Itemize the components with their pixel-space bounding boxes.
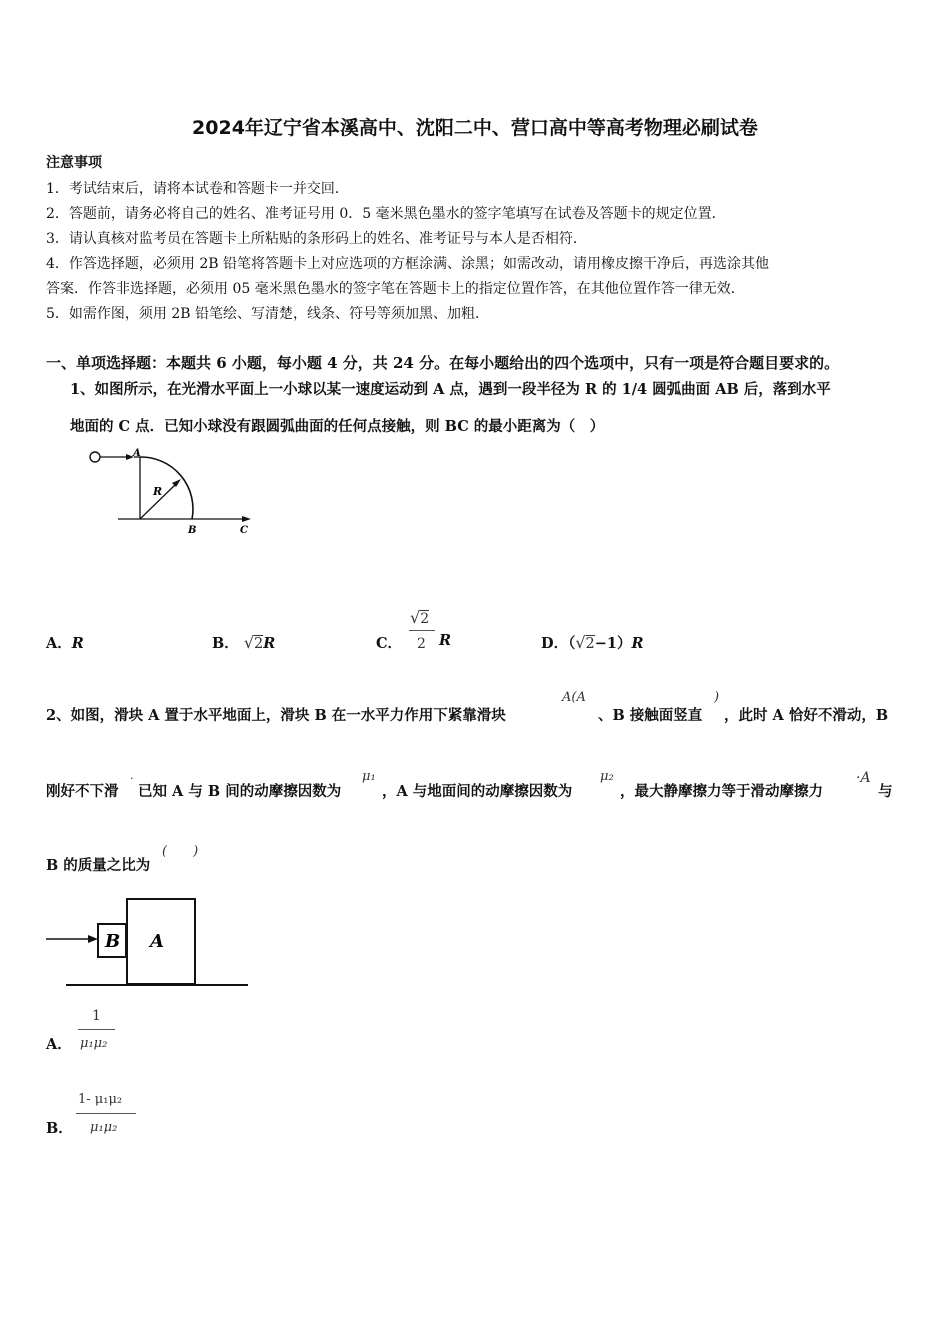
quarter-arc [140, 457, 193, 519]
q1-option-c-value: R [439, 632, 452, 649]
fig1-label-c: C [240, 525, 248, 536]
q1-option-a-value: R [71, 635, 84, 652]
q2-blank: ( ) [162, 844, 199, 859]
q2-line-2d: ，最大静摩擦力等于滑动摩擦力 [620, 783, 823, 800]
q1-option-b-value: R [263, 635, 276, 652]
q2-mu2: μ₂ [600, 769, 614, 784]
q2-line-2e: 与 [878, 783, 893, 800]
fig1-label-a: A [133, 448, 141, 459]
q1-option-d-label: D． [541, 635, 569, 652]
fraction-bar [409, 630, 435, 631]
q2-option-a-denominator: μ₁μ₂ [80, 1036, 108, 1051]
notice-heading: 注意事项 [46, 155, 102, 171]
q1-line-1: 1、如图所示，在光滑水平面上一小球以某一速度运动到 A 点，遇到一段半径为 R 的 1/4 圆弧曲面 AB 后，落到水平 [70, 381, 831, 398]
q2-dot: · [130, 772, 134, 785]
q2-line-3: B 的质量之比为 [46, 857, 151, 874]
q2-option-b-label: B． [46, 1120, 73, 1137]
ball-icon [90, 452, 100, 462]
q2-line-2b: 已知 A 与 B 间的动摩擦因数为 [138, 783, 342, 800]
q2-line-2c: ，A 与地面间的动摩擦因数为 [382, 783, 573, 800]
q1-option-d[interactable]: D．（√2−1）R [541, 633, 644, 652]
q2-option-b[interactable] [46, 1117, 73, 1138]
q2-option-a-label: A． [46, 1036, 72, 1053]
q1-option-b-radicand: 2 [254, 636, 264, 652]
notice-item-4: 4．作答选择题，必须用 2B 铅笔将答题卡上对应选项的方框涂满、涂黑；如需改动，请用橡皮擦干净后，再选涂其他 [46, 256, 769, 272]
sqrt-icon: √ [410, 608, 421, 627]
q1-option-c-denominator: 2 [417, 636, 426, 652]
q2-symbol-a: A(A [562, 690, 586, 705]
page-title: 2024年辽宁省本溪高中、沈阳二中、营口高中等高考物理必刷试卷 [192, 117, 758, 139]
q2-option-b-numerator: 1- μ₁μ₂ [78, 1092, 123, 1107]
q2-option-a[interactable] [46, 1033, 72, 1054]
fig2-label-b: B [105, 931, 121, 952]
q2-line-1c: ，此时 A 恰好不滑动，B [724, 707, 889, 724]
q2-mu1: μ₁ [362, 769, 376, 784]
notice-item-5: 5．如需作图，须用 2B 铅笔绘、写清楚，线条、符号等须加黑、加粗． [46, 306, 490, 322]
q2-option-b-denominator: μ₁μ₂ [90, 1120, 118, 1135]
q1-arc-figure [85, 445, 260, 540]
q2-sym-a: ·A [856, 770, 871, 786]
q2-option-a-numerator: 1 [92, 1008, 101, 1024]
q1-line-2: 地面的 C 点．已知小球没有跟圆弧曲面的任何点接触，则 BC 的最小距离为（ ） [70, 418, 605, 435]
q1-option-a[interactable] [46, 632, 84, 653]
fraction-bar [78, 1029, 115, 1030]
q1-option-c-numerator: √2 [410, 608, 430, 627]
q1-option-a-label: A． [46, 635, 72, 652]
fig2-label-a: A [150, 931, 164, 952]
notice-item-1: 1．考试结束后，请将本试卷和答题卡一并交回． [46, 181, 349, 197]
q2-paren-close: ) [714, 690, 720, 705]
sqrt-icon: √ [575, 633, 586, 652]
q1-option-d-value: R [631, 635, 644, 652]
q2-line-1a: 2、如图，滑块 A 置于水平地面上，滑块 B 在一水平力作用下紧靠滑块 [46, 707, 506, 724]
notice-item-4-cont: 答案．作答非选择题，必须用 05 毫米黑色墨水的签字笔在答题卡上的指定位置作答，在其他位置作答一律无效． [46, 281, 745, 297]
q2-line-1b: 、B 接触面竖直 [598, 707, 703, 724]
section-heading: 一、单项选择题：本题共 6 小题，每小题 4 分，共 24 分。在每小题给出的四个选项中，只有一项是符合题目要求的。 [46, 354, 840, 372]
q2-line-2a: 刚好不下滑 [46, 783, 119, 800]
q1-option-c[interactable] [376, 632, 402, 653]
notice-item-3: 3．请认真核对监考员在答题卡上所粘贴的条形码上的姓名、准考证号与本人是否相符． [46, 231, 587, 247]
q1-option-b[interactable] [212, 632, 275, 653]
q1-option-b-label: B． [212, 635, 239, 652]
q1-option-c-label: C． [376, 635, 403, 652]
notice-item-2: 2．答题前，请务必将自己的姓名、准考证号用 0．5 毫米黑色墨水的签字笔填写在试卷及答题卡的规定位置． [46, 206, 726, 222]
sqrt-icon: √ [243, 633, 255, 652]
fig1-label-b: B [188, 525, 197, 536]
fig1-label-r: R [153, 485, 163, 498]
fraction-bar [76, 1113, 136, 1114]
q2-blocks-figure [46, 896, 251, 991]
